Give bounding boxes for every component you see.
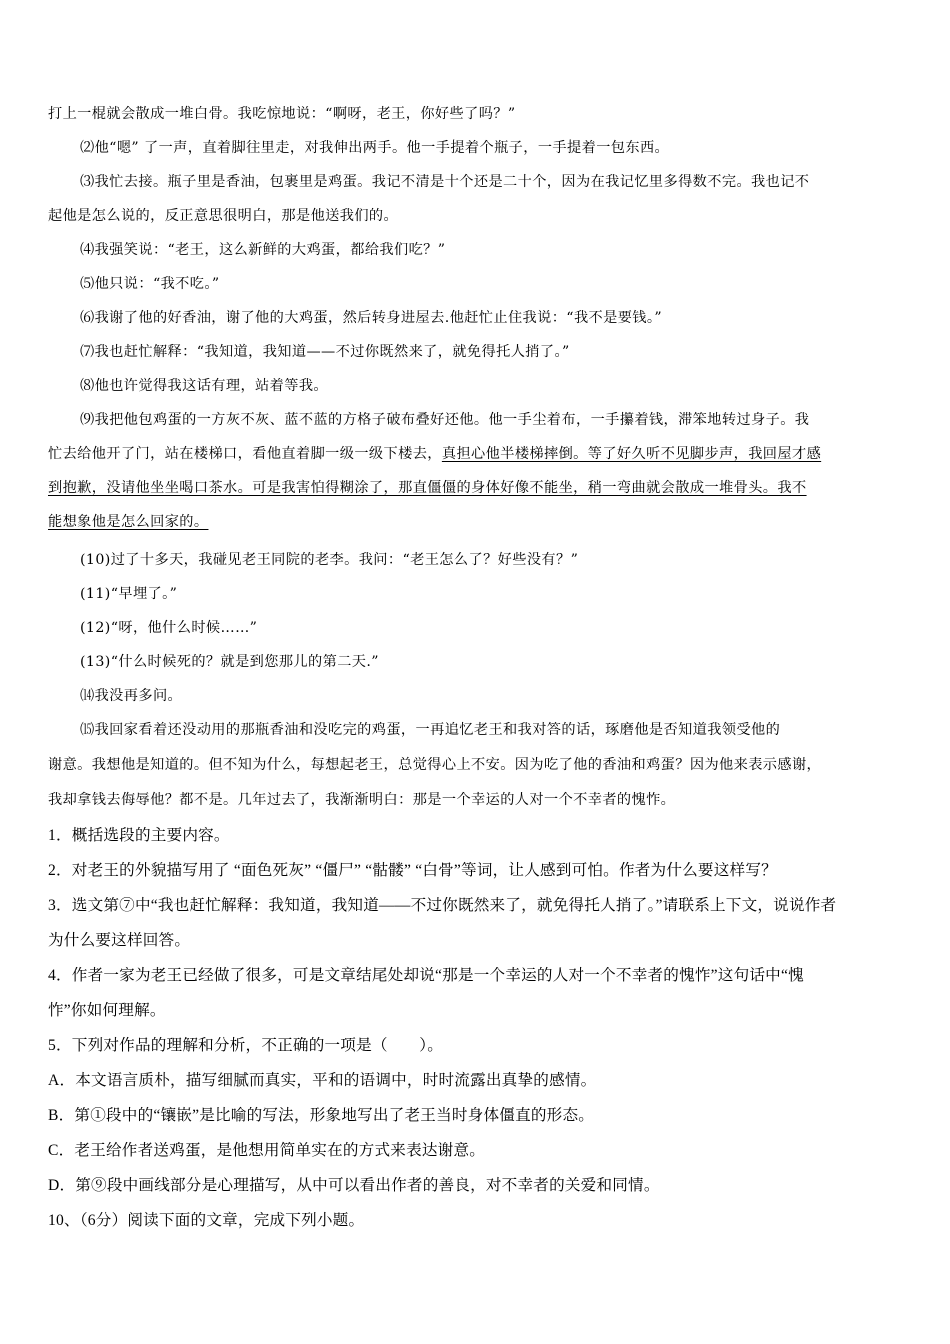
paragraph-8: ⑻他也许觉得我这话有理，站着等我。	[80, 378, 328, 394]
paragraph-5: ⑸他只说：“我不吃。”	[80, 276, 220, 292]
paragraph-11: (11)“早埋了。”	[80, 586, 178, 602]
underlined-text: 到抱歉，没请他坐坐喝口茶水。可是我害怕得糊涂了，那直僵僵的身体好像不能坐，稍一弯曲就会散成一堆骨头。我不	[48, 480, 807, 496]
question-4-cont: 怍”你如何理解。	[48, 1002, 166, 1019]
next-question-heading: 10、（6分）阅读下面的文章，完成下列小题。	[48, 1212, 365, 1229]
paragraph-10: (10)过了十多天，我碰见老王同院的老李。我问：“老王怎么了？好些没有？”	[80, 552, 579, 568]
paragraph-9-text: 忙去给他开了门，站在楼梯口，看他直着脚一级一级下楼去，	[48, 446, 442, 462]
option-a: A．本文语言质朴，描写细腻而真实，平和的语调中，时时流露出真挚的感情。	[48, 1072, 597, 1089]
paragraph-3: ⑶我忙去接。瓶子里是香油，包裹里是鸡蛋。我记不清是十个还是二十个，因为在我记忆里多得数不完。我也记不	[80, 174, 810, 190]
option-d: D．第⑨段中画线部分是心理描写，从中可以看出作者的善良，对不幸者的关爱和同情。	[48, 1177, 660, 1194]
question-2: 2．对老王的外貌描写用了 “面色死灰” “僵尸” “骷髅” “白骨”等词，让人感到可怕。作者为什么要这样写？	[48, 862, 777, 879]
paragraph-15-cont: 谢意。我想他是知道的。但不知为什么，每想起老王，总觉得心上不安。因为吃了他的香油和鸡蛋？因为他来表示感谢，	[48, 757, 822, 773]
question-3: 3．选文第⑦中“我也赶忙解释：我知道，我知道——不过你既然来了，就免得托人捎了。”请联系上下文，说说作者	[48, 897, 837, 914]
paragraph-9-cont	[48, 443, 821, 463]
question-3-cont: 为什么要这样回答。	[48, 932, 191, 949]
paragraph-4: ⑷我强笑说：“老王，这么新鲜的大鸡蛋，都给我们吃？”	[80, 242, 446, 258]
paragraph-6: ⑹我谢了他的好香油，谢了他的大鸡蛋，然后转身进屋去.他赶忙止住我说：“我不是要钱。”	[80, 310, 663, 326]
paragraph-13: (13)“什么时候死的？就是到您那儿的第二天.”	[80, 654, 379, 670]
passage-line: 打上一棍就会散成一堆白骨。我吃惊地说：“啊呀，老王，你好些了吗？”	[48, 106, 516, 122]
paragraph-3-cont: 起他是怎么说的，反正意思很明白，那是他送我们的。	[48, 208, 399, 224]
question-1: 1．概括选段的主要内容。	[48, 827, 230, 844]
question-5: 5．下列对作品的理解和分析，不正确的一项是（ ）。	[48, 1037, 444, 1054]
underlined-text: 真担心他半楼梯摔倒。等了好久听不见脚步声，我回屋才感	[441, 446, 822, 462]
paragraph-15-cont: 我却拿钱去侮辱他？都不是。几年过去了，我渐渐明白：那是一个幸运的人对一个不幸者的愧怍。	[48, 792, 676, 808]
paragraph-14: ⒁我没再多问。	[80, 688, 183, 704]
option-c: C．老王给作者送鸡蛋，是他想用简单实在的方式来表达谢意。	[48, 1142, 486, 1159]
question-4: 4．作者一家为老王已经做了很多，可是文章结尾处却说“那是一个幸运的人对一个不幸者的愧怍”这句话中“愧	[48, 967, 804, 984]
paragraph-12: (12)“呀，他什么时候……”	[80, 620, 258, 636]
option-b: B．第①段中的“镶嵌”是比喻的写法，形象地写出了老王当时身体僵直的形态。	[48, 1107, 595, 1124]
paragraph-15: ⒂我回家看着还没动用的那瓶香油和没吃完的鸡蛋，一再追忆老王和我对答的话，琢磨他是否知道我领受他的	[80, 722, 781, 738]
paragraph-9: ⑼我把他包鸡蛋的一方灰不灰、蓝不蓝的方格子破布叠好还他。他一手尘着布，一手攥着钱，滞笨地转过身子。我	[80, 412, 810, 428]
paragraph-7: ⑺我也赶忙解释：“我知道，我知道——不过你既然来了，就免得托人捎了。”	[80, 344, 570, 360]
paragraph-2: ⑵他“嗯” 了一声，直着脚往里走，对我伸出两手。他一手提着个瓶子，一手提着一包东西。	[80, 140, 670, 156]
underlined-text: 能想象他是怎么回家的。	[48, 514, 209, 530]
